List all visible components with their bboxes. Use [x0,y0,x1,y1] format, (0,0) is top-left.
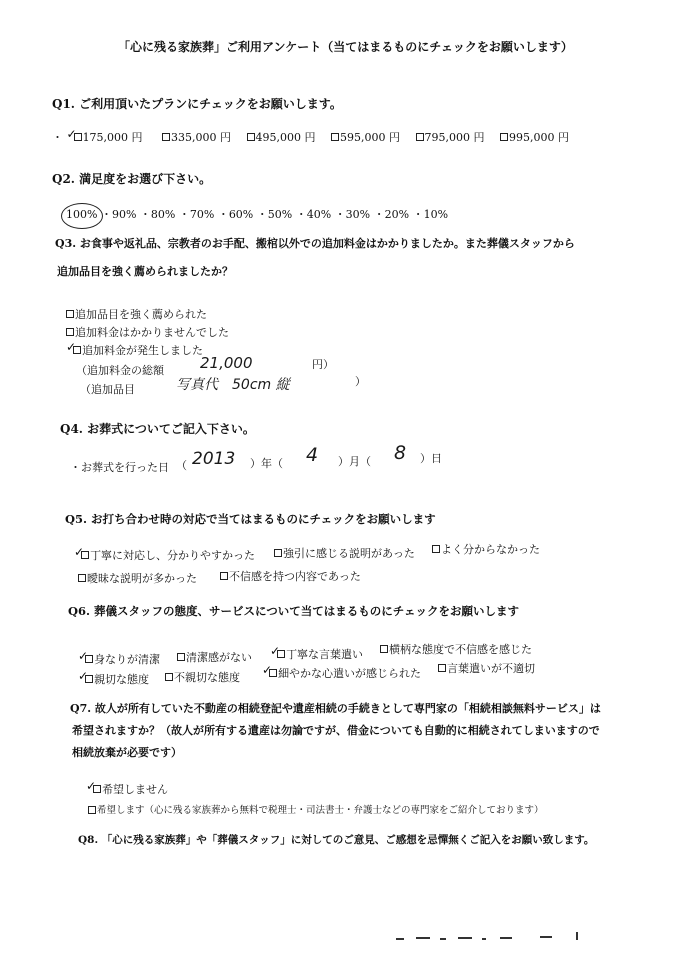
q6-option-3[interactable]: ✓ 丁寧な言葉遣い [270,644,364,661]
q6-option-7[interactable]: ✓ 細やかな心遣いが感じられた [262,663,422,680]
q3-option-3[interactable]: ✓ 追加料金が発生しました [66,340,204,357]
checkbox-icon [85,655,93,663]
q4-question: Q4. お葬式についてご記入下さい。 [60,422,255,436]
checkbox-icon [380,645,388,653]
scan-artifact-line [396,938,404,940]
q1-option-4[interactable]: 595,000 円 [331,131,400,144]
scan-artifact-line [576,932,578,940]
q6-option-1[interactable]: ✓ 身なりが清潔 [78,649,161,666]
q2-option-50[interactable]: 50% [267,208,293,221]
q3-question-line1: Q3. お食事や返礼品、宗教者のお手配、搬棺以外での追加料金はかかりましたか。また葬儀スタッフから [55,237,575,250]
checkbox-icon [78,574,86,582]
q6-option-4[interactable]: 横柄な態度で不信感を感じた [380,641,532,657]
q6-option-6[interactable]: 不親切な態度 [165,669,240,685]
q3-option-2[interactable]: 追加料金はかかりませんでした [66,324,229,340]
q2-option-70[interactable]: 70% [189,208,215,221]
q2-option-60[interactable]: 60% [228,208,254,221]
q2-option-90[interactable]: 90% [111,208,137,221]
checkbox-icon [85,675,93,683]
q7-option-1[interactable]: ✓ 希望しません [86,779,169,796]
scan-artifact-line [458,937,472,939]
q3-total-value[interactable]: 21,000 [200,354,253,372]
q5-option-1[interactable]: ✓ 丁寧に対応し、分かりやすかった [74,545,256,562]
q5-option-3[interactable]: よく分からなかった [432,541,540,557]
checkbox-icon [269,669,277,677]
checkbox-icon [74,133,82,141]
q4-month-value[interactable]: 4 [306,444,319,466]
q4-year-unit: ）年（ [250,457,283,470]
q5-option-4[interactable]: 曖昧な説明が多かった [78,570,197,586]
check-mark-icon: ✓ [78,669,89,683]
q1-option-3[interactable]: 495,000 円 [247,131,316,144]
q7-question-line1: Q7. 故人が所有していた不動産の相続登記や遺産相続の手続きとして専門家の「相続相談無料サービス」は [70,702,601,715]
checkbox-icon [66,310,74,318]
checkbox-icon [274,549,282,557]
checkbox-icon [177,653,185,661]
check-mark-icon: ✓ [270,644,281,658]
check-mark-icon: ✓ [66,340,77,354]
q4-open-paren: （ [176,459,187,472]
q4-month-unit: ）月（ [338,455,371,468]
checkbox-icon [93,785,101,793]
checkbox-icon [247,133,255,141]
q1-option-6[interactable]: 995,000 円 [500,131,569,144]
q5-option-2[interactable]: 強引に感じる説明があった [274,545,415,561]
checkbox-icon [81,551,89,559]
q8-question: Q8. 「心に残る家族葬」や「葬儀スタッフ」に対してのご意見、ご感想を忌憚無くご記入をお願い致します。 [78,834,595,846]
q2-option-80[interactable]: 80% [150,208,176,221]
q1-options [52,129,569,145]
check-mark-icon: ✓ [262,663,273,677]
checkbox-icon [220,572,228,580]
checkbox-icon [500,133,508,141]
q3-items-value[interactable]: 写真代 50cm 縦 [176,377,290,393]
q3-question-line2: 追加品目を強く薦められましたか？ [57,265,233,278]
q4-date-label: ・お葬式を行った日 [70,461,169,474]
q1-option-5[interactable]: 795,000 円 [416,131,485,144]
q2-option-40[interactable]: 40% [306,208,332,221]
q6-option-8[interactable]: 言葉遣いが不適切 [438,660,535,676]
checkbox-icon [331,133,339,141]
q3-items-label: （追加品目 [80,383,135,396]
checkbox-icon [277,650,285,658]
scan-artifact-line [500,937,512,939]
scan-artifact-line [416,937,430,939]
q2-option-10[interactable]: 10% [423,208,449,221]
q2-option-20[interactable]: 20% [384,208,410,221]
check-mark-icon: ✓ [78,649,89,663]
q6-option-2[interactable]: 清潔感がない [177,649,252,665]
checkbox-icon [73,346,81,354]
q1-option-2[interactable]: 335,000 円 [162,131,231,144]
q1-bullet: ・ [52,131,63,144]
checkbox-icon [162,133,170,141]
q3-total-unit: 円） [312,358,334,371]
survey-title: 「心に残る家族葬」ご利用アンケート（当てはまるものにチェックをお願いします） [118,40,573,54]
q3-total-label: （追加料金の総額 [76,364,164,377]
q7-question-line2: 希望されますか？（故人が所有する遺産は勿論ですが、借金についても自動的に相続されてしまいますので [72,724,600,737]
checkbox-icon [432,545,440,553]
checkbox-icon [165,673,173,681]
q3-option-1[interactable]: 追加品目を強く薦められた [66,306,207,322]
check-mark-icon: ✓ [74,545,85,559]
q4-day-value[interactable]: 8 [394,442,407,464]
q1-option-1[interactable]: ✓ 175,000 円 [66,127,143,144]
q4-day-unit: ）日 [420,452,442,465]
q3-items-close: ） [355,375,366,388]
checkbox-icon [66,328,74,336]
check-mark-icon: ✓ [66,127,77,141]
q2-option-100[interactable]: 100% [66,208,98,221]
scan-artifact-line [540,936,552,938]
checkbox-icon [438,664,446,672]
checkbox-icon [416,133,424,141]
q2-scale: 100% ・90% ・80% ・70% ・60% ・50% ・40% ・30% ・20% ・10% [66,208,449,221]
q5-question: Q5. お打ち合わせ時の対応で当てはまるものにチェックをお願いします [65,512,436,526]
q5-option-5[interactable]: 不信感を持つ内容であった [220,568,361,584]
q6-option-5[interactable]: ✓ 親切な態度 [78,669,150,686]
q7-option-2[interactable]: 希望します（心に残る家族葬から無料で税理士・司法書士・弁護士などの専門家をご紹介しております） [88,802,544,816]
scan-artifact-line [482,938,486,940]
checkbox-icon [88,806,96,814]
q6-question: Q6. 葬儀スタッフの態度、サービスについて当てはまるものにチェックをお願いします [68,604,519,618]
q1-question: Q1. ご利用頂いたプランにチェックをお願いします。 [52,97,342,111]
q4-year-value[interactable]: 2013 [192,449,236,469]
q2-question: Q2. 満足度をお選び下さい。 [52,172,212,186]
check-mark-icon: ✓ [86,779,97,793]
q7-question-line3: 相続放棄が必要です） [72,746,182,759]
scan-artifact-line [440,938,446,940]
q2-option-30[interactable]: 30% [345,208,371,221]
